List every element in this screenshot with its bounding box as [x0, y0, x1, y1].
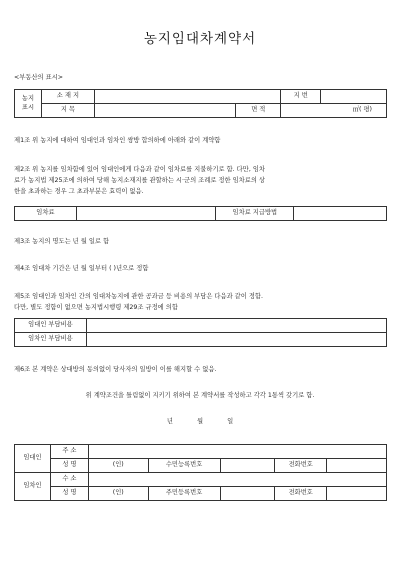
year-label: 년 — [166, 418, 173, 425]
clause-3: 제3조 농지의 명도는 년 월 일로 함 — [14, 238, 110, 245]
tenant-cost-value[interactable] — [86, 333, 386, 347]
rent-label: 임차료 — [15, 207, 77, 221]
location-label: 소 재 지 — [41, 90, 94, 104]
closing-statement: 위 계약조건을 틀림없이 지키기 위하여 본 계약서를 작성하고 각각 1통씩 갖기로 함. — [85, 392, 315, 399]
tenant-id-value[interactable] — [220, 487, 275, 501]
area-label: 면 적 — [236, 104, 281, 118]
area-value[interactable]: ㎡( 평) — [281, 104, 387, 118]
landlord-cost-label: 임대인 부담비용 — [15, 319, 87, 333]
clause-5: 제5조 임대인과 임차인 간의 임대차농지에 관한 공과금 등 비용의 부담은 다음과 같이 정함. 다만, 별도 정함이 없으면 농지법시행령 제29조 규정에 의함 — [14, 293, 264, 312]
landlord-phone-value[interactable] — [327, 459, 387, 473]
signing-date — [0, 418, 400, 427]
cost-table — [14, 318, 387, 347]
document-title: 농지임대차계약서 — [143, 31, 257, 47]
clause-1: 제1조 위 농지에 대하여 임대인과 임차인 쌍방 합의하에 아래와 같이 계약함 — [14, 137, 221, 144]
clause-2: 제2조 위 농지를 임차함에 있어 임대인에게 다음과 같이 임차료를 지불하기로 함. 다만, 임차 료가 농지법 제25조에 의하여 당해 농지소재지를 관할하는 시·군의 조례로 정한 임차료의 상 한을 초과하는 경우 그 초과부분은 효력이 없음. — [14, 166, 266, 196]
rent-method-label: 임차료 지급방법 — [216, 207, 294, 221]
tenant-phone-value[interactable] — [327, 487, 387, 501]
property-table — [14, 89, 387, 118]
category-label: 지 목 — [41, 104, 94, 118]
landlord-seal: (인) — [88, 459, 148, 473]
clause-4: 제4조 임대차 기간은 년 월 일부터 ( )년으로 정함 — [14, 265, 149, 272]
landlord-address-value[interactable] — [88, 445, 386, 459]
tenant-id-label: 주민등록번호 — [148, 487, 220, 501]
tenant-phone-label: 전화번호 — [275, 487, 327, 501]
landlord-id-label: 수민능록번호 — [148, 459, 220, 473]
parties-table — [14, 444, 387, 501]
lot-number-value[interactable] — [321, 90, 387, 104]
day-label: 일 — [227, 418, 234, 425]
rent-table — [14, 206, 387, 221]
category-value[interactable] — [94, 104, 235, 118]
lot-number-label: 지 번 — [281, 90, 321, 104]
property-row-header: 농지 표시 — [15, 90, 42, 118]
tenant-seal: (인) — [88, 487, 148, 501]
tenant-label: 임차인 — [15, 473, 51, 501]
tenant-name-label: 성 명 — [50, 487, 88, 501]
landlord-cost-value[interactable] — [86, 319, 386, 333]
landlord-address-label: 주 소 — [50, 445, 88, 459]
landlord-id-value[interactable] — [220, 459, 275, 473]
location-value[interactable] — [94, 90, 280, 104]
clause-6: 제6조 본 계약은 상대방의 동의없이 당사자의 일방이 이를 해지할 수 없음. — [14, 366, 217, 373]
tenant-address-label: 수 소 — [50, 473, 88, 487]
tenant-cost-label: 임차인 부담비용 — [15, 333, 87, 347]
property-section-label: <부동산의 표시> — [14, 74, 64, 81]
landlord-label: 임대인 — [15, 445, 51, 473]
tenant-address-value[interactable] — [88, 473, 386, 487]
month-label: 월 — [196, 418, 204, 425]
landlord-name-label: 성 명 — [50, 459, 88, 473]
rent-value[interactable] — [76, 207, 216, 221]
rent-method-value[interactable] — [294, 207, 387, 221]
landlord-phone-label: 전화번호 — [275, 459, 327, 473]
